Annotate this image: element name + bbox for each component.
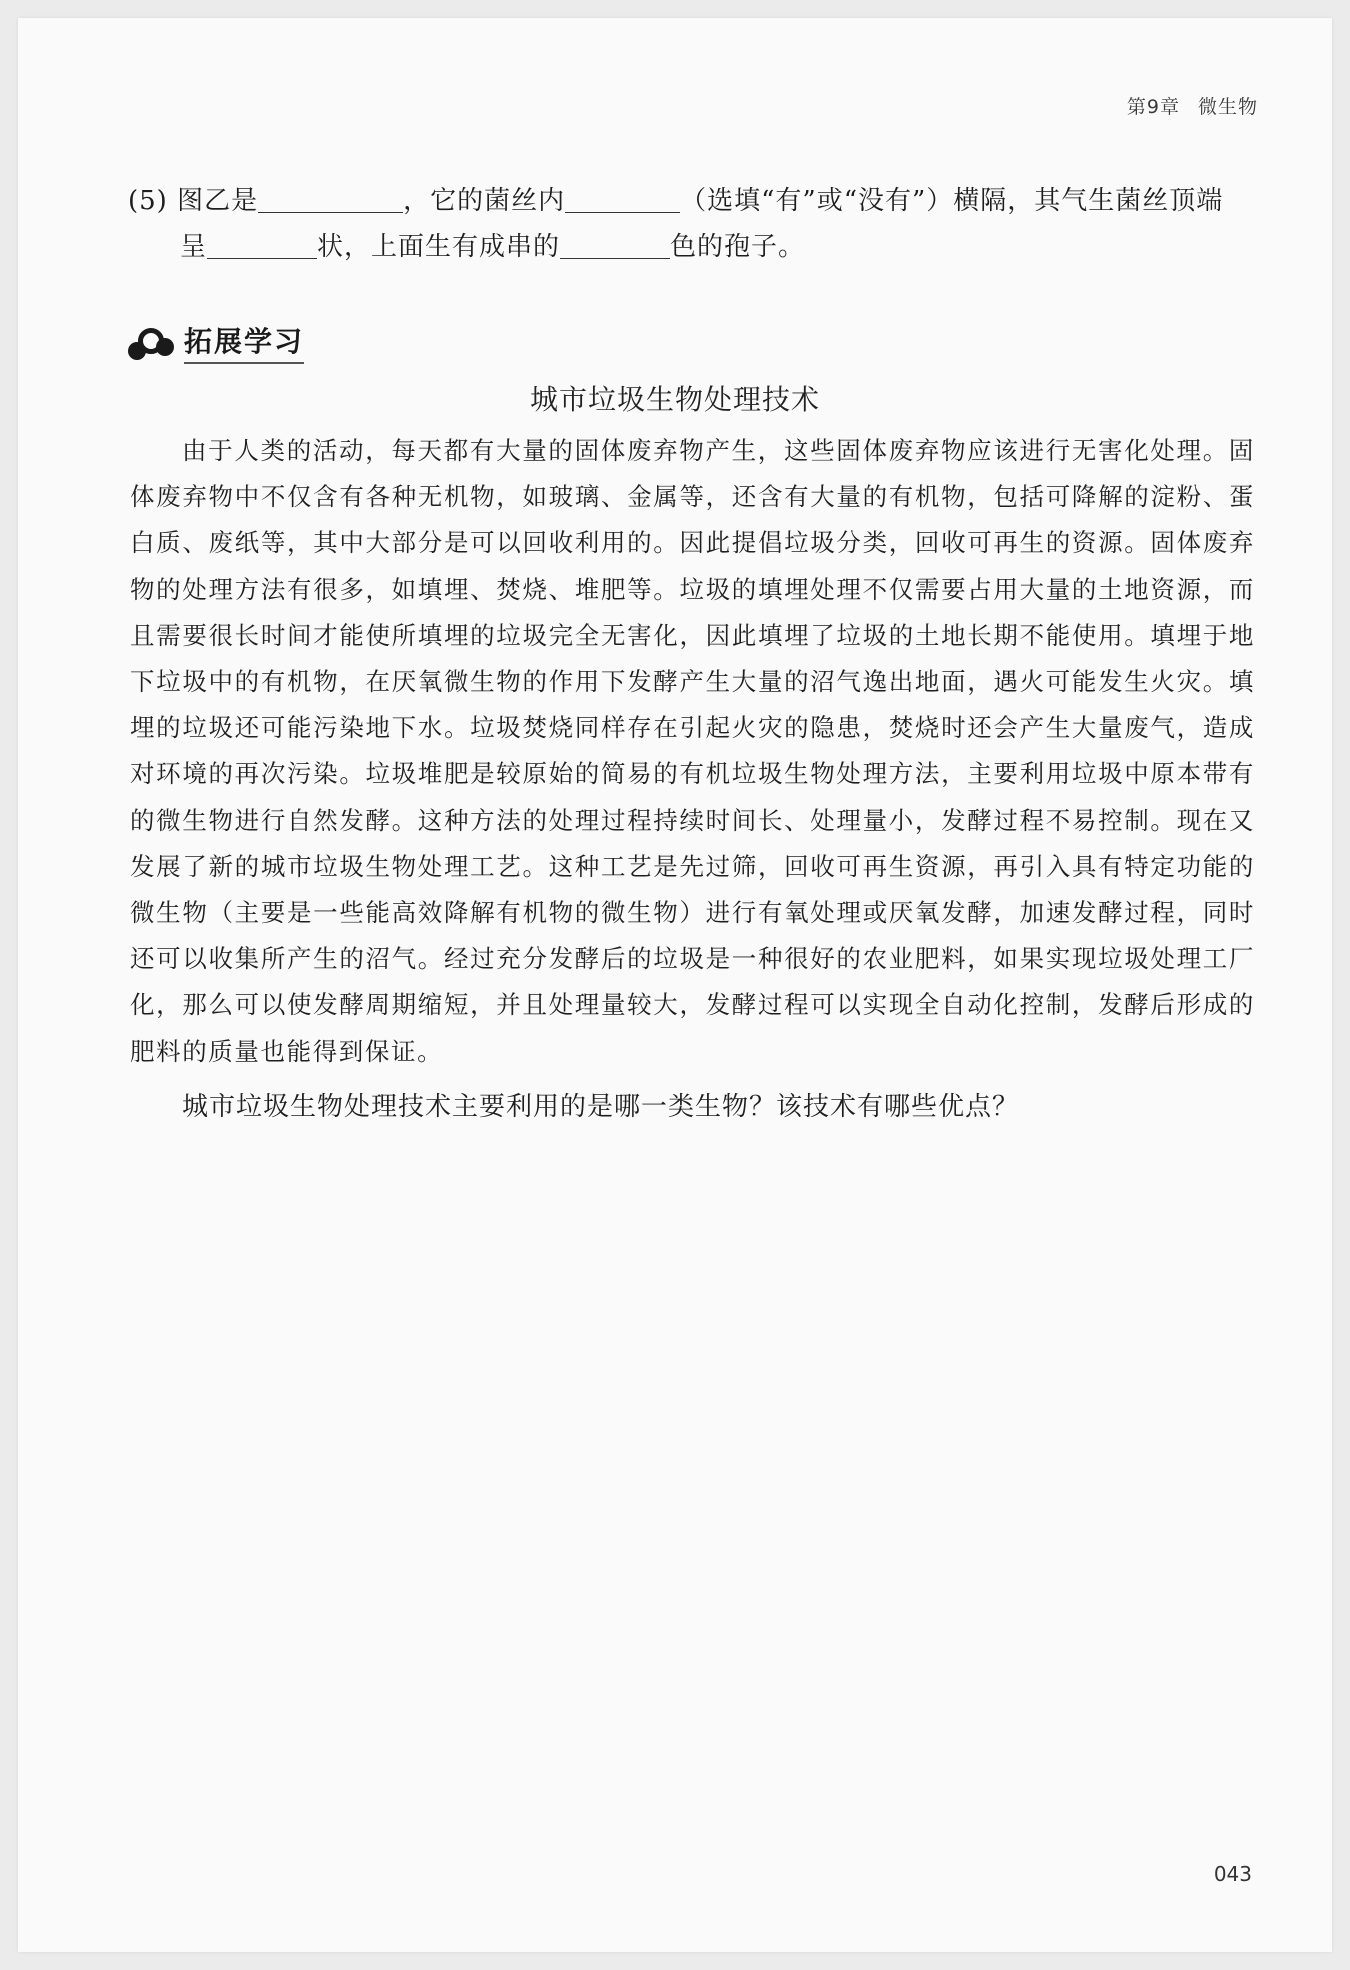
- chapter-number: 第9章: [1126, 96, 1180, 118]
- article-title: 城市垃圾生物处理技术: [529, 383, 820, 416]
- answer-blank-3[interactable]: [207, 228, 317, 259]
- answer-blank-2[interactable]: [565, 182, 680, 213]
- question-5-line-1: [128, 178, 1258, 224]
- running-header: [1127, 92, 1258, 119]
- question-number: (5): [128, 186, 168, 216]
- question-text: 呈: [180, 232, 208, 262]
- section-heading: [128, 320, 304, 364]
- answer-blank-1[interactable]: [258, 182, 403, 213]
- page-number: 043: [1213, 1862, 1252, 1886]
- question-5: [128, 178, 1258, 270]
- question-text: 色的孢子。: [670, 232, 806, 262]
- question-5-line-2: [128, 224, 1258, 270]
- section-label: 拓展学习: [184, 320, 304, 364]
- question-text: 状，上面生有成串的: [317, 232, 561, 262]
- question-text: 图乙是: [177, 186, 259, 216]
- chapter-title: 微生物: [1197, 96, 1258, 118]
- article-body: 由于人类的活动，每天都有大量的固体废弃物产生，这些固体废弃物应该进行无害化处理。固体废弃物中不仅含有各种无机物，如玻璃、金属等，还含有大量的有机物，包括可降解的淀粉、蛋白质、废纸等，其中大部分是可以回收利用的。因此提倡垃圾分类，回收可再生的资源。固体废弃物的处理方法有很多，如填埋、焚烧、堆肥等。垃圾的填埋处理不仅需要占用大量的土地资源，而且需要很长时间才能使所填埋的垃圾完全无害化，因此填埋了垃圾的土地长期不能使用。填埋于地下垃圾中的有机物，在厌氧微生物的作用下发酵产生大量的沼气逸出地面，遇火可能发生火灾。填埋的垃圾还可能污染地下水。垃圾焚烧同样存在引起火灾的隐患，焚烧时还会产生大量废气，造成对环境的再次污染。垃圾堆肥是较原始的简易的有机垃圾生物处理方法，主要利用垃圾中原本带有的微生物进行自然发酵。这种方法的处理过程持续时间长、处理量小，发酵过程不易控制。现在又发展了新的城市垃圾生物处理工艺。这种工艺是先过筛，回收可再生资源，再引入具有特定功能的微生物（主要是一些能高效降解有机物的微生物）进行有氧处理或厌氧发酵，加速发酵过程，同时还可以收集所产生的沼气。经过充分发酵后的垃圾是一种很好的农业肥料，如果实现垃圾处理工厂化，那么可以使发酵周期缩短，并且处理量较大，发酵过程可以实现全自动化控制，发酵后形成的肥料的质量也能得到保证。: [130, 436, 1255, 1066]
- reading-question: 城市垃圾生物处理技术主要利用的是哪一类生物？该技术有哪些优点？: [182, 1092, 1020, 1122]
- discussion-bubbles-icon: [128, 324, 174, 360]
- question-text: ，它的菌丝内: [403, 186, 566, 216]
- answer-blank-4[interactable]: [560, 228, 670, 259]
- question-text: （选填“有”或“没有”）横隔，其气生菌丝顶端: [680, 186, 1224, 216]
